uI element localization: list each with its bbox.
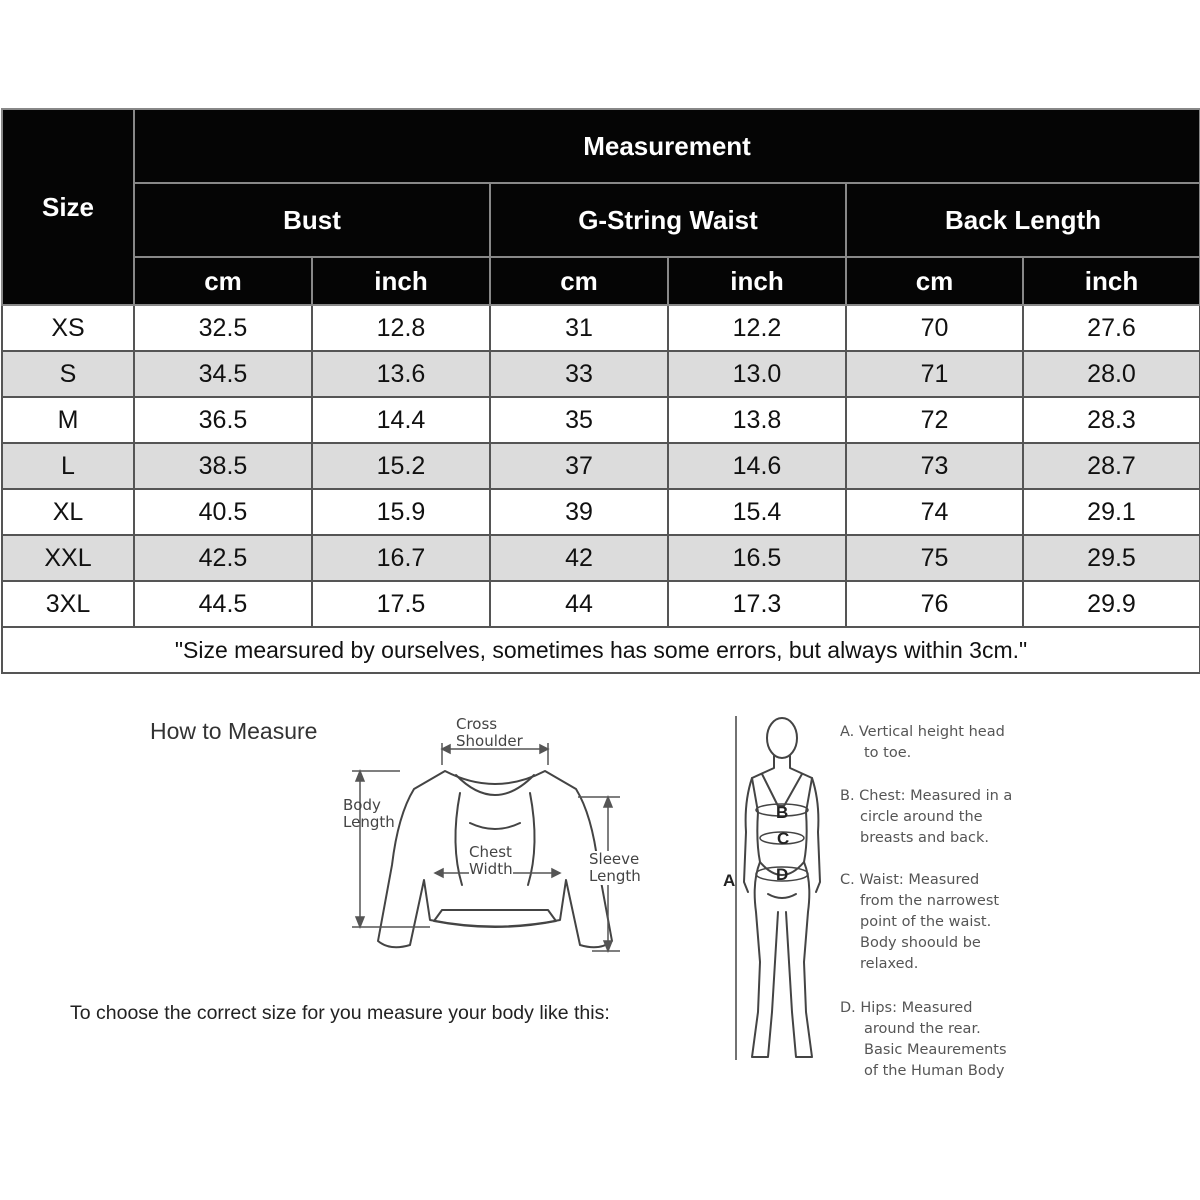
table-row [2,535,1200,581]
note-line: relaxed. [860,956,919,972]
size-cell: 3XL [2,581,134,627]
measurement-cell: 15.4 [668,489,846,535]
measurement-cell: 29.5 [1023,535,1200,581]
unit-header: inch [312,257,490,305]
measurement-cell: 13.8 [668,397,846,443]
note-line: A. Vertical height head [840,724,1005,740]
measurement-cell: 76 [846,581,1023,627]
measurement-cell: 70 [846,305,1023,351]
note-line: C. Waist: Measured [840,872,980,888]
note-line: breasts and back. [860,830,990,846]
measurement-header: Measurement [134,109,1200,183]
measurement-cell: 27.6 [1023,305,1200,351]
measurement-note [840,722,1005,764]
measurement-cell: 13.0 [668,351,846,397]
table-row [2,351,1200,397]
size-cell: M [2,397,134,443]
unit-header: cm [490,257,668,305]
size-header: Size [2,109,134,305]
measurement-cell: 38.5 [134,443,312,489]
measurement-cell: 16.5 [668,535,846,581]
measurement-note [840,786,1012,849]
measurement-cell: 44 [490,581,668,627]
group-header-bust: Bust [134,183,490,257]
table-row [2,581,1200,627]
measurement-cell: 14.6 [668,443,846,489]
size-cell: S [2,351,134,397]
measurement-cell: 29.9 [1023,581,1200,627]
size-cell: L [2,443,134,489]
measure-instruction: To choose the correct size for you measure your body like this: [70,1002,610,1024]
measurement-cell: 16.7 [312,535,490,581]
size-chart-table [1,108,1200,674]
measurement-note [840,998,1007,1082]
marker-a: A [723,871,736,890]
table-row [2,397,1200,443]
table-row [2,443,1200,489]
note-line: to toe. [864,745,912,761]
measurement-cell: 14.4 [312,397,490,443]
table-row [2,489,1200,535]
note-line: D. Hips: Measured [840,1000,973,1016]
measurement-cell: 42 [490,535,668,581]
measurement-cell: 33 [490,351,668,397]
measurement-cell: 15.9 [312,489,490,535]
chest-width-label: Chest Width [469,843,513,878]
measurement-cell: 28.0 [1023,351,1200,397]
marker-b: B [776,803,789,822]
measurement-cell: 15.2 [312,443,490,489]
measurement-cell: 39 [490,489,668,535]
measurement-cell: 29.1 [1023,489,1200,535]
measurement-cell: 40.5 [134,489,312,535]
measurement-cell: 73 [846,443,1023,489]
measurement-cell: 42.5 [134,535,312,581]
note-line: around the rear. [864,1021,981,1037]
unit-header: inch [668,257,846,305]
measurement-cell: 28.7 [1023,443,1200,489]
measurement-cell: 12.8 [312,305,490,351]
measurement-cell: 36.5 [134,397,312,443]
size-note: "Size mearsured by ourselves, sometimes has some errors, but always within 3cm." [2,627,1200,673]
measurement-cell: 75 [846,535,1023,581]
sleeve-length-label: Sleeve Length [589,850,641,885]
measurement-cell: 74 [846,489,1023,535]
marker-d: D [776,865,789,884]
measurement-cell: 31 [490,305,668,351]
marker-c: C [777,829,790,848]
size-cell: XL [2,489,134,535]
unit-header: cm [846,257,1023,305]
measurement-cell: 35 [490,397,668,443]
note-line: from the narrowest [860,893,1000,909]
measurement-cell: 13.6 [312,351,490,397]
measurement-cell: 44.5 [134,581,312,627]
measurement-cell: 28.3 [1023,397,1200,443]
note-line: circle around the [860,809,983,825]
note-line: point of the waist. [860,914,992,930]
measurement-note [840,870,999,975]
body-length-label: Body Length [343,796,395,831]
measurement-cell: 71 [846,351,1023,397]
measurement-cell: 32.5 [134,305,312,351]
group-header-back-length: Back Length [846,183,1200,257]
unit-header: inch [1023,257,1200,305]
measurement-cell: 12.2 [668,305,846,351]
note-line: B. Chest: Measured in a [840,788,1013,804]
how-to-measure-title: How to Measure [150,718,318,744]
measurement-cell: 34.5 [134,351,312,397]
size-cell: XS [2,305,134,351]
table-row [2,305,1200,351]
size-cell: XXL [2,535,134,581]
measurement-cell: 72 [846,397,1023,443]
body-figure [722,712,832,1072]
unit-header: cm [134,257,312,305]
cross-shoulder-label: Cross Shoulder [456,715,523,750]
measurement-cell: 17.5 [312,581,490,627]
measurement-cell: 37 [490,443,668,489]
measurement-cell: 17.3 [668,581,846,627]
group-header-waist: G-String Waist [490,183,846,257]
note-line: of the Human Body [864,1063,1005,1079]
note-line: Basic Meaurements [864,1042,1007,1058]
note-line: Body shoould be [860,935,981,951]
